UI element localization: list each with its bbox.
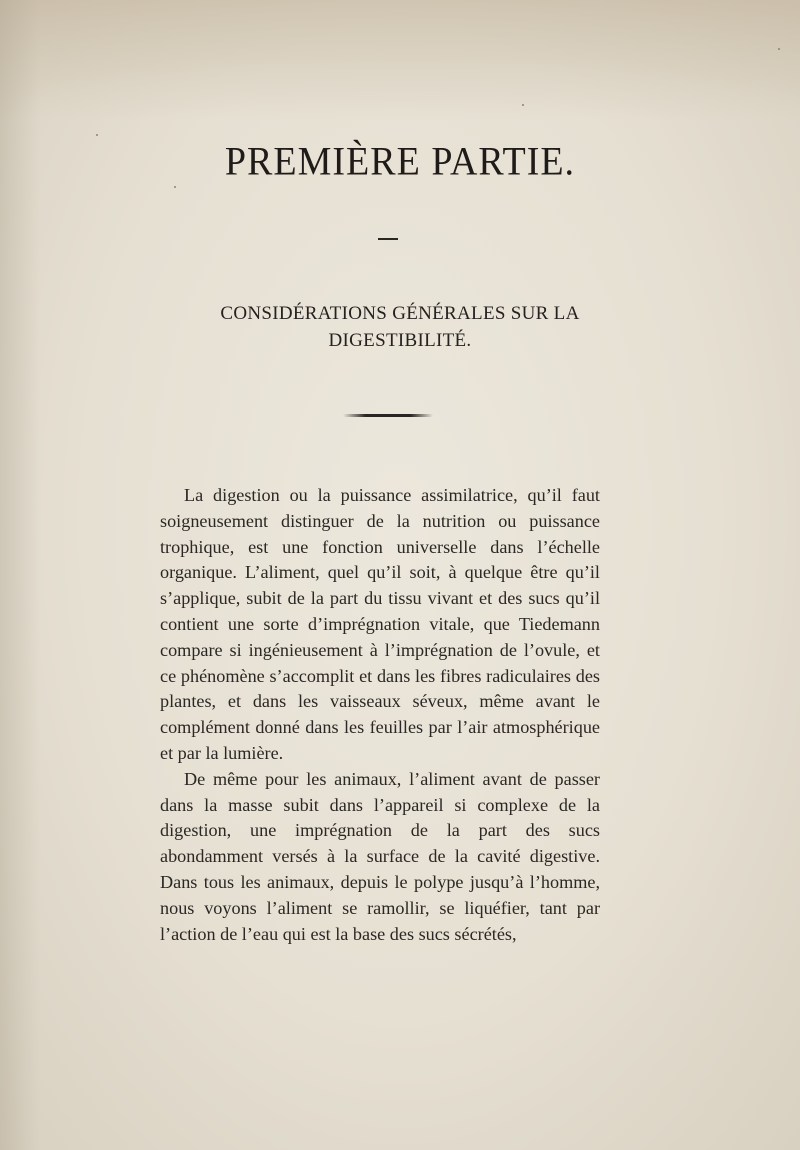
part-title: PREMIÈRE PARTIE. (224, 139, 576, 185)
paragraph-1: La digestion ou la puissance assimilatrice, qu’il faut soigneusement distinguer de la nutrition ou puissance trophique, est une fonction universelle dans l’échelle organique. L’aliment, quel qu’il soit, à quelque être qu’il s’applique, subit de la part du tissu vivant et des sucs qu’il contient une sorte d’imprégnation vitale, que Tiedemann compare si ingénieusement à l’imprégnation de l’ovule, et ce phénomène s’accomplit et dans les fibres radiculaires des plantes, et dans les vaisseaux séveux, même avant le complément donné dans les feuilles par l’air atmosphérique et par la lumière. (160, 485, 600, 763)
paper-speck (96, 134, 98, 136)
title-separator-dash (378, 238, 398, 240)
paper-speck (174, 186, 176, 188)
ornamental-rule (343, 414, 433, 417)
paper-speck (522, 104, 524, 106)
body-text (160, 483, 600, 947)
paper-speck (778, 48, 780, 50)
section-heading (150, 300, 650, 354)
paragraph-2: De même pour les animaux, l’aliment avant de passer dans la masse subit dans l’appareil si complexe de la digestion, une imprégnation de la part des sucs abondamment versés à la surface de la cavité digestive. Dans tous les animaux, depuis le polype jusqu’à l’homme, nous voyons l’aliment se ramollir, se liquéfier, tant par l’action de l’eau qui est la base des sucs sécrétés, (160, 768, 600, 944)
section-heading-line-1: CONSIDÉRATIONS GÉNÉRALES SUR LA (220, 303, 580, 324)
section-heading-line-2: DIGESTIBILITÉ. (328, 330, 472, 351)
